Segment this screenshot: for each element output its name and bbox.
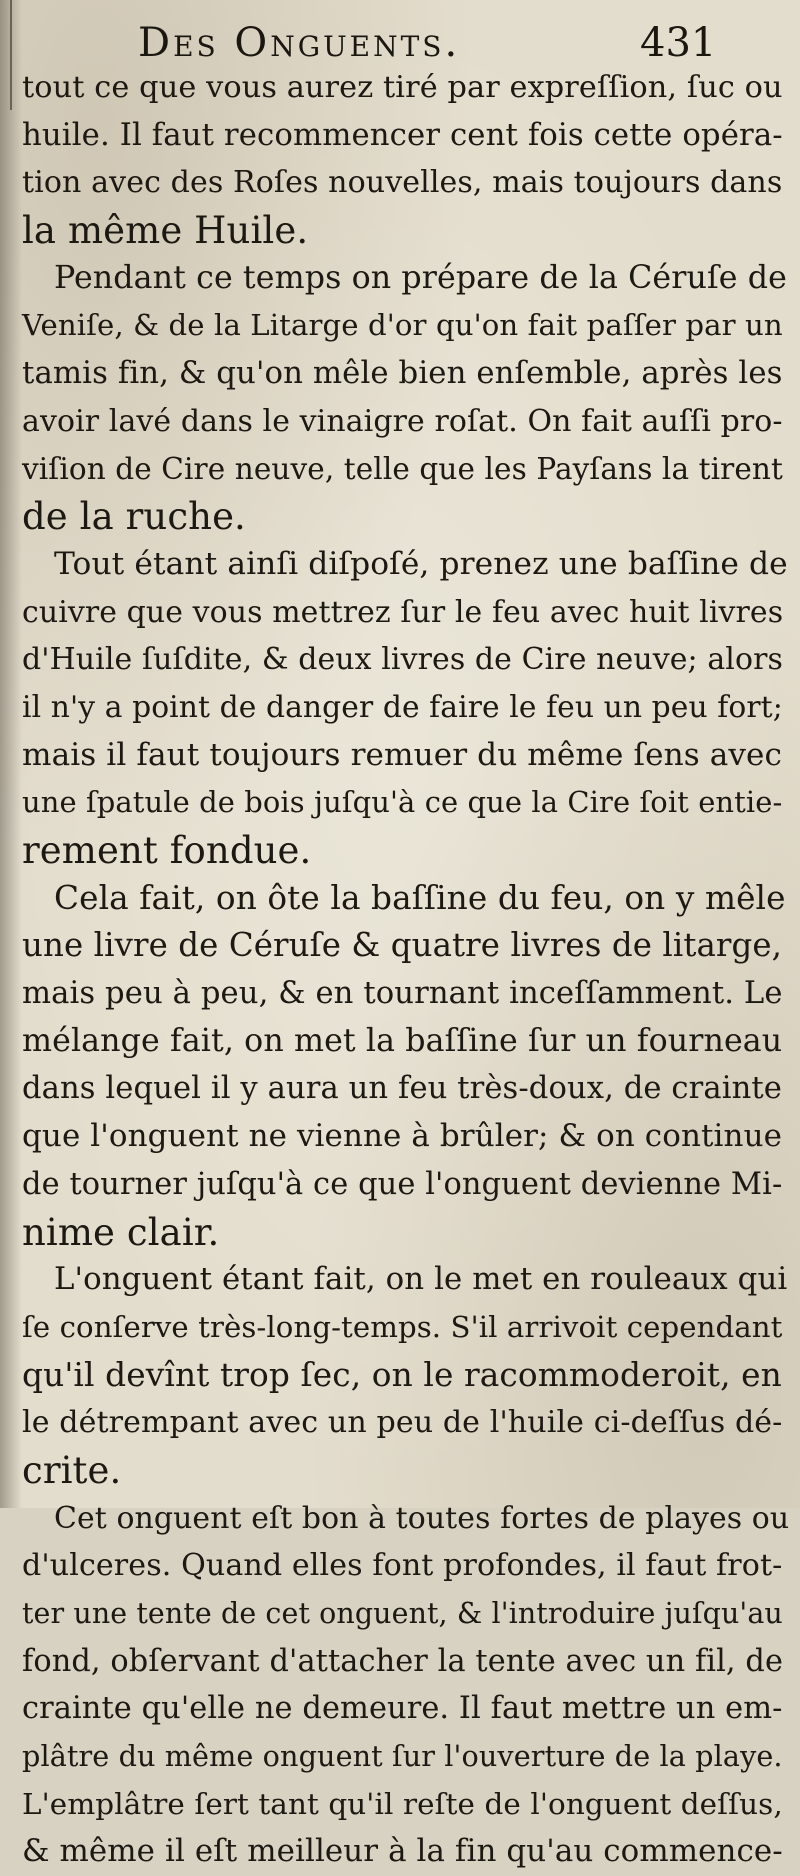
paragraph-first-line: Pendant ce temps on prépare de la Céruſe de xyxy=(54,259,787,296)
text-line: plâtre du même onguent ſur l'ouverture de la playe. xyxy=(22,1739,783,1774)
text-line: huile. Il faut recommencer cent fois cette opéra- xyxy=(22,116,783,153)
text-line: crainte qu'elle ne demeure. Il faut mettre un em- xyxy=(22,1691,783,1727)
text-line: nime clair. xyxy=(22,1210,220,1254)
text-line: tamis fin, & qu'on mêle bien enſemble, après les xyxy=(22,355,783,392)
paragraph-first-line: L'onguent étant fait, on le met en rouleaux qui xyxy=(54,1261,788,1298)
text-line: ſe conſerve très-long-temps. S'il arrivoit cependant xyxy=(22,1309,783,1344)
page-number: 431 xyxy=(640,20,717,66)
text-line: ter une tente de cet onguent, & l'introduire juſqu'au xyxy=(22,1597,783,1630)
text-line: d'ulceres. Quand elles font profondes, il faut frot- xyxy=(22,1548,783,1584)
page-gutter-shadow xyxy=(0,0,22,1508)
text-line: cuivre que vous mettrez ſur le feu avec huit livres xyxy=(22,594,784,630)
text-line: le détrempant avec un peu de l'huile ci-deſſus dé- xyxy=(22,1405,783,1441)
text-line: d'Huile ſuſdite, & deux livres de Cire neuve; alors xyxy=(22,642,783,678)
text-line: de la ruche. xyxy=(22,495,246,539)
text-line: une ſpatule de bois juſqu'à ce que la Cire ſoit entie- xyxy=(22,785,783,820)
text-line: tout ce que vous aurez tiré par expreſſion, ſuc ou xyxy=(22,70,783,105)
text-line: avoir lavé dans le vinaigre roſat. On fait auſſi pro- xyxy=(22,403,783,439)
text-line: que l'onguent ne vienne à brûler; & on continue xyxy=(22,1118,783,1155)
body-text xyxy=(22,64,800,1876)
text-line: la même Huile. xyxy=(22,209,309,253)
text-line: dans lequel il y aura un feu très-doux, de crainte xyxy=(22,1071,782,1107)
text-line: L'emplâtre ſert tant qu'il reſte de l'onguent deſſus, xyxy=(22,1786,783,1821)
text-line: Veniſe, & de la Litarge d'or qu'on fait paſſer par un xyxy=(22,308,783,343)
text-line: mais peu à peu, & en tournant inceſſamment. Le xyxy=(22,976,783,1012)
text-line: rement fondue. xyxy=(22,829,312,872)
text-line: tion avec des Roſes nouvelles, mais toujours dans xyxy=(22,165,783,201)
paragraph-first-line: Tout étant ainſi diſpoſé, prenez une baſſine de xyxy=(54,545,788,582)
text-line: il n'y a point de danger de faire le feu un peu fort; xyxy=(22,689,783,725)
text-line: crite. xyxy=(22,1448,122,1492)
text-line: mais il faut toujours remuer du même ſens avec xyxy=(22,736,783,773)
text-line: qu'il devînt trop ſec, on le racommoderoit, en xyxy=(22,1355,782,1394)
text-line: de tourner juſqu'à ce que l'onguent devienne Mi- xyxy=(22,1166,783,1202)
text-line: une livre de Céruſe & quatre livres de litarge, xyxy=(22,926,783,965)
text-line: & même il eſt meilleur à la fin qu'au commence- xyxy=(22,1833,783,1870)
running-header xyxy=(0,10,800,70)
running-title: Des Onguents. xyxy=(138,20,461,66)
text-line: mélange fait, on met la baſſine ſur un fourneau xyxy=(22,1022,783,1059)
text-line: viſion de Cire neuve, telle que les Payſans la tirent xyxy=(22,451,783,486)
paragraph-first-line: Cela fait, on ôte la baſſine du feu, on y mêle xyxy=(54,878,786,917)
paragraph-first-line: Cet onguent eſt bon à toutes fortes de playes ou xyxy=(54,1500,790,1536)
text-line: fond, obſervant d'attacher la tente avec un fil, de xyxy=(22,1643,784,1679)
